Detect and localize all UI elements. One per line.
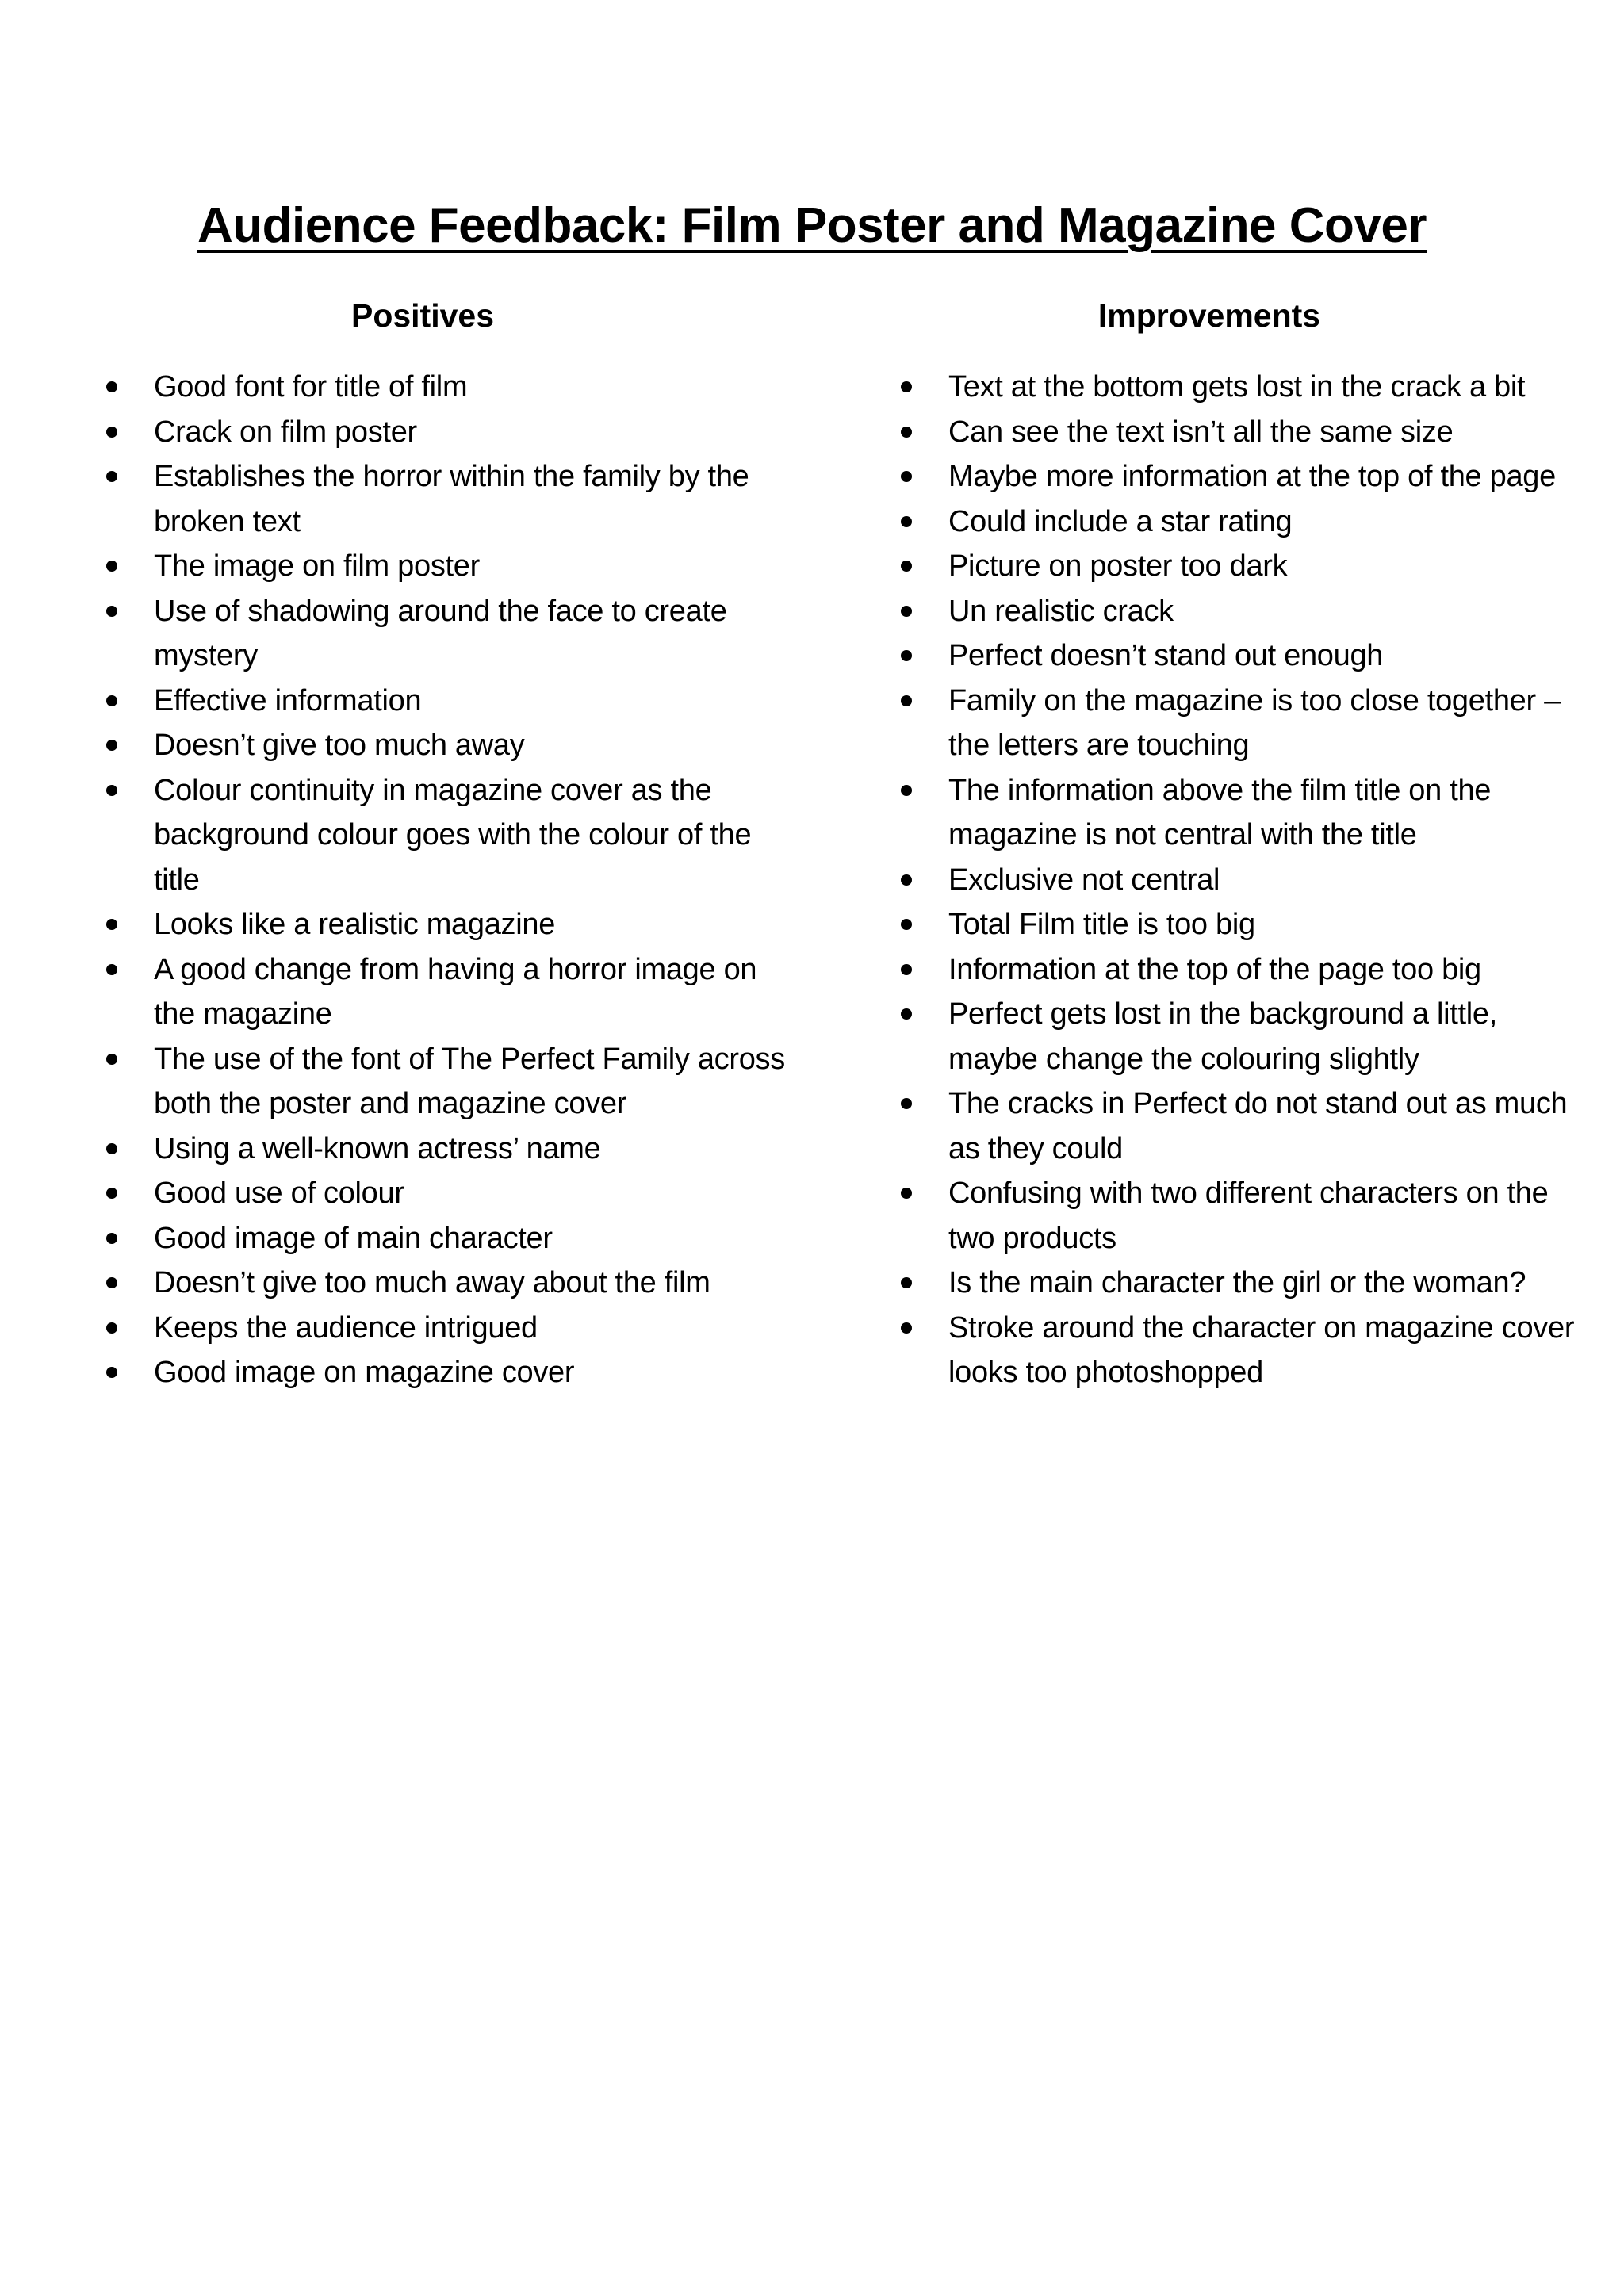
list-item-text: Un realistic crack: [948, 594, 1174, 628]
list-item: [896, 1261, 1583, 1306]
list-item: [102, 589, 788, 679]
bullet-dot-icon: [901, 1098, 912, 1109]
improvements-list: [896, 365, 1583, 1395]
bullet-dot-icon: [901, 874, 912, 886]
list-item: [896, 365, 1583, 410]
bullet-dot-icon: [901, 381, 912, 392]
list-item-text: Exclusive not central: [948, 863, 1220, 897]
list-item-text: Doesn’t give too much away about the film: [154, 1266, 710, 1299]
bullet-dot-icon: [106, 785, 117, 796]
list-item: [896, 902, 1583, 947]
list-item-text: Good use of colour: [154, 1177, 404, 1210]
list-item-text: Looks like a realistic magazine: [154, 908, 556, 941]
list-item-text: The information above the film title on the magazine is not central with the title: [948, 773, 1492, 851]
improvements-column: [896, 292, 1578, 1389]
list-item-text: Perfect gets lost in the background a little, maybe change the colouring slightly: [948, 997, 1498, 1076]
positives-heading: Positives: [350, 297, 495, 334]
list-item: [896, 1081, 1583, 1171]
bullet-dot-icon: [106, 427, 117, 438]
list-item-text: Total Film title is too big: [948, 908, 1255, 941]
bullet-dot-icon: [106, 561, 117, 572]
list-item-text: Could include a star rating: [948, 504, 1293, 538]
positives-column: [102, 292, 799, 1389]
list-item-text: Establishes the horror within the family by the broken text: [154, 460, 749, 538]
list-item: [102, 1171, 788, 1216]
list-item-text: Crack on film poster: [154, 415, 417, 449]
bullet-dot-icon: [901, 1322, 912, 1334]
list-item: [102, 947, 788, 1037]
list-item: [102, 1350, 788, 1395]
list-item: [896, 410, 1583, 455]
bullet-dot-icon: [106, 606, 117, 617]
list-item: [102, 723, 788, 768]
list-item-text: Colour continuity in magazine cover as the background colour goes with the colour of the title: [154, 773, 752, 897]
list-item: [102, 902, 788, 947]
bullet-dot-icon: [901, 695, 912, 706]
improvements-heading: Improvements: [1097, 297, 1321, 334]
list-item: [102, 1037, 788, 1127]
list-item: [102, 679, 788, 724]
list-item: [102, 365, 788, 410]
bullet-dot-icon: [106, 1233, 117, 1244]
list-item: [102, 1261, 788, 1306]
bullet-dot-icon: [901, 1277, 912, 1288]
bullet-dot-icon: [901, 471, 912, 482]
positives-list: [102, 365, 788, 1395]
bullet-dot-icon: [901, 427, 912, 438]
bullet-dot-icon: [106, 1054, 117, 1065]
bullet-dot-icon: [106, 381, 117, 392]
bullet-dot-icon: [106, 1277, 117, 1288]
bullet-dot-icon: [106, 919, 117, 930]
list-item-text: Keeps the audience intrigued: [154, 1311, 538, 1345]
list-item-text: Using a well-known actress’ name: [154, 1131, 601, 1165]
list-item-text: Information at the top of the page too big: [948, 952, 1481, 986]
list-item: [102, 454, 788, 544]
bullet-dot-icon: [106, 740, 117, 751]
bullet-dot-icon: [106, 1367, 117, 1378]
bullet-dot-icon: [901, 1008, 912, 1020]
list-item: [896, 858, 1583, 903]
list-item-text: Doesn’t give too much away: [154, 729, 525, 762]
bullet-dot-icon: [901, 919, 912, 930]
list-item-text: The image on film poster: [154, 549, 480, 583]
bullet-dot-icon: [901, 516, 912, 527]
list-item-text: Can see the text isn’t all the same size: [948, 415, 1454, 449]
bullet-dot-icon: [901, 650, 912, 661]
list-item: [896, 1171, 1583, 1261]
bullet-dot-icon: [106, 695, 117, 706]
list-item: [896, 947, 1583, 993]
list-item: [896, 633, 1583, 679]
list-item-text: Family on the magazine is too close together – the letters are touching: [948, 683, 1561, 762]
bullet-dot-icon: [106, 1188, 117, 1199]
list-item: [896, 589, 1583, 634]
list-item: [896, 544, 1583, 589]
list-item: [102, 768, 788, 903]
list-item: [102, 544, 788, 589]
list-item: [896, 454, 1583, 499]
bullet-dot-icon: [106, 964, 117, 975]
list-item-text: Maybe more information at the top of the page: [948, 460, 1556, 493]
list-item-text: Confusing with two different characters on the two products: [948, 1177, 1549, 1255]
bullet-dot-icon: [901, 561, 912, 572]
list-item-text: Use of shadowing around the face to create mystery: [154, 594, 727, 672]
list-item: [896, 1306, 1583, 1395]
list-item-text: Good font for title of film: [154, 370, 468, 404]
bullet-dot-icon: [901, 785, 912, 796]
list-item-text: Effective information: [154, 683, 422, 718]
list-item-text: The use of the font of The Perfect Family across both the poster and magazine cover: [154, 1042, 785, 1120]
list-item: [102, 1306, 788, 1351]
list-item-text: Good image of main character: [154, 1221, 553, 1255]
list-item: [896, 768, 1583, 858]
bullet-dot-icon: [901, 1188, 912, 1199]
list-item: [896, 499, 1583, 545]
list-item-text: Good image on magazine cover: [154, 1356, 575, 1389]
list-item-text: Picture on poster too dark: [948, 549, 1288, 583]
document-title: Audience Feedback: Film Poster and Magazine Cover: [197, 198, 1427, 253]
list-item-text: Text at the bottom gets lost in the crack a bit: [948, 370, 1526, 404]
list-item: [102, 1127, 788, 1172]
list-item-text: A good change from having a horror image on the magazine: [154, 952, 757, 1031]
bullet-dot-icon: [106, 471, 117, 482]
list-item: [896, 679, 1583, 768]
list-item: [102, 1216, 788, 1261]
list-item: [896, 992, 1583, 1081]
list-item: [102, 410, 788, 455]
bullet-dot-icon: [106, 1322, 117, 1334]
bullet-dot-icon: [901, 964, 912, 975]
list-item-text: Stroke around the character on magazine cover looks too photoshopped: [948, 1311, 1575, 1389]
bullet-dot-icon: [106, 1143, 117, 1154]
list-item-text: Is the main character the girl or the woman?: [948, 1266, 1526, 1299]
list-item-text: Perfect doesn’t stand out enough: [948, 639, 1384, 672]
list-item-text: The cracks in Perfect do not stand out as much as they could: [948, 1087, 1568, 1165]
bullet-dot-icon: [901, 606, 912, 617]
